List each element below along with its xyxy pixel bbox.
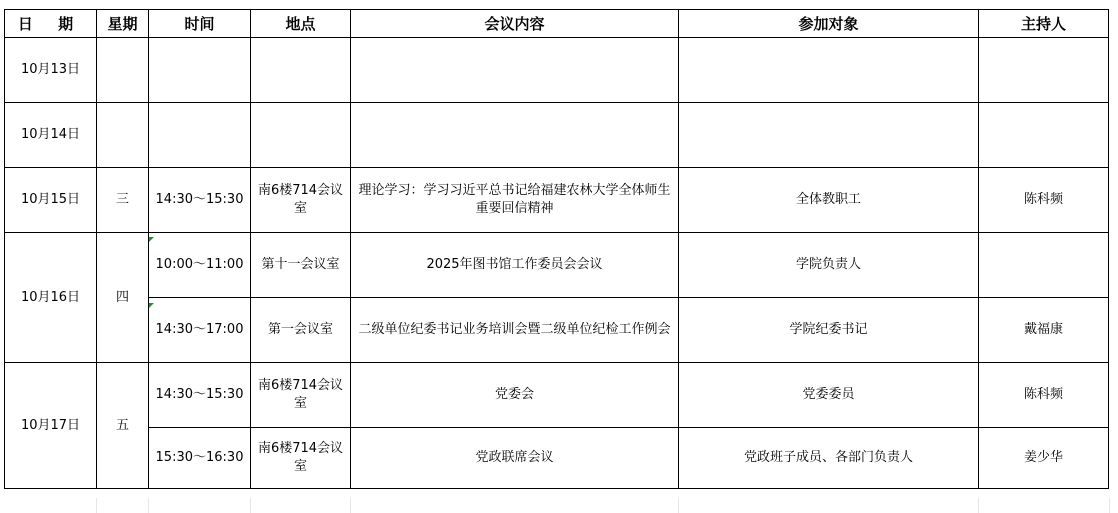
attendees-cell[interactable] [679, 38, 979, 103]
weekday-cell[interactable] [97, 103, 149, 168]
header-row [5, 10, 1109, 38]
location-cell[interactable]: 南6楼714会议室 [251, 168, 351, 233]
cell-comment-marker [149, 237, 154, 242]
time-cell[interactable] [149, 38, 251, 103]
table-row [5, 103, 1109, 168]
date-cell[interactable]: 10月13日 [5, 38, 97, 103]
header-location: 地点 [251, 10, 351, 38]
host-cell[interactable] [979, 233, 1109, 298]
location-cell[interactable] [251, 38, 351, 103]
weekday-cell[interactable]: 四 [97, 233, 149, 363]
content-cell[interactable]: 党政联席会议 [351, 428, 679, 489]
attendees-cell[interactable]: 全体教职工 [679, 168, 979, 233]
sheet-gridlines [0, 498, 1118, 513]
location-cell[interactable]: 南6楼714会议室 [251, 428, 351, 489]
content-cell[interactable]: 二级单位纪委书记业务培训会暨二级单位纪检工作例会 [351, 298, 679, 363]
table-row [5, 363, 1109, 428]
host-cell[interactable]: 戴福康 [979, 298, 1109, 363]
attendees-cell[interactable] [679, 103, 979, 168]
attendees-cell[interactable]: 学院纪委书记 [679, 298, 979, 363]
time-cell[interactable] [149, 103, 251, 168]
weekday-cell[interactable] [97, 38, 149, 103]
time-cell[interactable]: 14:30～15:30 [149, 363, 251, 428]
host-cell[interactable]: 陈科频 [979, 168, 1109, 233]
table-row [5, 298, 1109, 363]
content-cell[interactable] [351, 38, 679, 103]
time-cell[interactable]: 15:30～16:30 [149, 428, 251, 489]
weekday-cell[interactable]: 三 [97, 168, 149, 233]
date-cell[interactable]: 10月16日 [5, 233, 97, 363]
table-row [5, 428, 1109, 489]
attendees-cell[interactable]: 学院负责人 [679, 233, 979, 298]
content-cell[interactable] [351, 103, 679, 168]
location-cell[interactable]: 第一会议室 [251, 298, 351, 363]
attendees-cell[interactable]: 党委委员 [679, 363, 979, 428]
table-row [5, 38, 1109, 103]
header-host: 主持人 [979, 10, 1109, 38]
table-row [5, 168, 1109, 233]
table-row [5, 233, 1109, 298]
content-cell[interactable]: 党委会 [351, 363, 679, 428]
meeting-schedule-table [4, 9, 1109, 489]
time-cell[interactable]: 10:00～11:00 [149, 233, 251, 298]
location-cell[interactable]: 南6楼714会议室 [251, 363, 351, 428]
time-cell[interactable]: 14:30～15:30 [149, 168, 251, 233]
cell-comment-marker [149, 303, 154, 308]
date-cell[interactable]: 10月17日 [5, 363, 97, 489]
content-cell[interactable]: 理论学习：学习习近平总书记给福建农林大学全体师生重要回信精神 [351, 168, 679, 233]
header-attendees: 参加对象 [679, 10, 979, 38]
content-cell[interactable]: 2025年图书馆工作委员会会议 [351, 233, 679, 298]
header-date: 日 期 [5, 10, 97, 38]
attendees-cell[interactable]: 党政班子成员、各部门负责人 [679, 428, 979, 489]
date-cell[interactable]: 10月14日 [5, 103, 97, 168]
header-time: 时间 [149, 10, 251, 38]
host-cell[interactable] [979, 103, 1109, 168]
host-cell[interactable]: 陈科频 [979, 363, 1109, 428]
weekday-cell[interactable]: 五 [97, 363, 149, 489]
date-cell[interactable]: 10月15日 [5, 168, 97, 233]
header-content: 会议内容 [351, 10, 679, 38]
time-cell[interactable]: 14:30～17:00 [149, 298, 251, 363]
host-cell[interactable]: 姜少华 [979, 428, 1109, 489]
location-cell[interactable] [251, 103, 351, 168]
host-cell[interactable] [979, 38, 1109, 103]
header-weekday: 星期 [97, 10, 149, 38]
location-cell[interactable]: 第十一会议室 [251, 233, 351, 298]
